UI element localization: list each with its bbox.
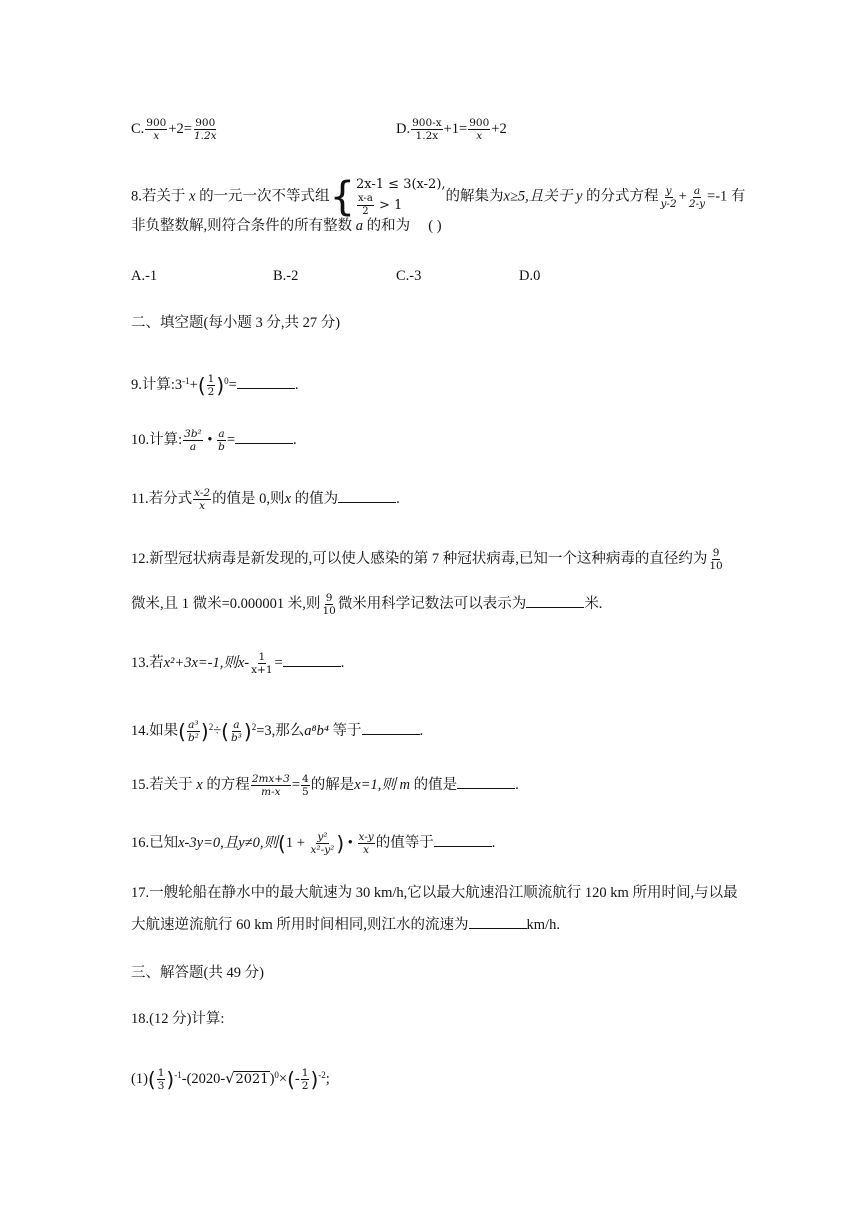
question-13: 13.若x²+3x=-1,则x- $\frac{1}{x+1}$ = .: [131, 651, 345, 676]
fraction: $\frac{1}{2}$: [301, 1067, 309, 1093]
inequality-system: { 2x-1 ≤ 3(x-2), $\frac{x-a}{2}$ > 1: [329, 174, 446, 220]
question-12-line1: 12.新型冠状病毒是新发现的,可以使人感染的第 7 种冠状病毒,已知一个这种病毒的直径约为 $\frac{9}{10}$: [131, 547, 723, 572]
sqrt-icon: √: [225, 1071, 235, 1087]
fraction: $\frac{900}{1.2x}$: [193, 117, 217, 142]
fraction: $\frac{9}{10}$: [322, 592, 336, 617]
fraction: $\frac{x-2}{x}$: [194, 487, 211, 512]
question-18-title: 18.(12 分)计算:: [131, 1011, 225, 1027]
question-10: 10.计算: $\frac{\text{3b²}}{a}$ • $\frac{a}{b}$ = .: [131, 428, 297, 453]
fraction: $\frac{1}{2}$: [207, 373, 215, 399]
fraction: $\frac{900}{x}$: [146, 117, 167, 142]
question-8-line2: 非负整数解,则符合条件的所有整数 a 的和为 ( ): [131, 218, 442, 234]
question-9: 9.计算$:3^{-1}+$( $\frac{1}{2}$ )$^0$= .: [131, 373, 299, 399]
fraction: $\frac{a}{\text{b³}}$: [230, 719, 242, 745]
fraction: $\frac{a}{2-y}$: [688, 184, 706, 210]
question-17-line2: 大航速逆流航行 60 km 所用时间相同,则江水的流速为 km/h.: [131, 917, 560, 933]
q8-option-c: C.-3: [396, 268, 422, 284]
fraction: $\frac{\text{y²}}{\text{x²-y²}}$: [310, 831, 335, 856]
answer-blank[interactable]: [235, 431, 293, 444]
question-14: 14.如果( $\frac{\text{a³}}{\text{b²}}$ )$^2$÷( $\frac{a}{\text{b³}}$ )$^2$=3,那么a⁸b⁴ 等于 .: [131, 719, 424, 745]
section-heading-fill-in: 二、填空题(每小题 3 分,共 27 分): [131, 315, 341, 331]
fraction: $\frac{x-y}{x}$: [358, 831, 374, 856]
q7-option-c: C. $\frac{900}{x}$ +2= $\frac{900}{1.2x}$: [131, 117, 217, 142]
q8-option-a: A.-1: [131, 268, 158, 284]
question-18-part-1: (1)( $\frac{1}{3}$ )$^{-1}-(2020-√2021)^0\times(-$ $\frac{1}{2}$ )$^{-2}$;: [131, 1067, 330, 1093]
q8-option-d: D.0: [519, 268, 541, 284]
section-heading-solve: 三、解答题(共 49 分): [131, 965, 264, 981]
answer-blank[interactable]: [237, 376, 295, 389]
answer-blank[interactable]: [362, 722, 420, 735]
fraction: $\frac{9}{10}$: [709, 547, 723, 572]
fraction: $\frac{a}{b}$: [218, 428, 225, 453]
q7-option-d: D. $\frac{900-x}{1.2x}$ +1= $\frac{900}{x}$ +2: [396, 117, 507, 142]
question-11: 11.若分式 $\frac{x-2}{x}$ 的值是 0,则x 的值为 .: [131, 487, 400, 512]
answer-blank[interactable]: [338, 490, 396, 503]
fraction: $\frac{\text{3b²}}{a}$: [184, 428, 202, 453]
answer-blank[interactable]: [457, 776, 515, 789]
question-12-line2: 微米,且 1 微米=0.000001 米,则 $\frac{9}{10}$ 微米用科学记数法可以表示为 米.: [131, 592, 603, 617]
answer-blank[interactable]: [526, 595, 584, 608]
fraction: $\frac{y}{y-2}$: [660, 184, 677, 210]
fraction: $\frac{900-x}{1.2x}$: [412, 117, 442, 142]
question-8-line1: 8.若关于 x 的一元一次不等式组 { 2x-1 ≤ 3(x-2), $\frac{x-a}{2}$ > 1 的解集为x≥5,且关于 y 的分式方程 $\frac{y}{y-2}$ + $\frac{a}{2-y}$ =-1 有: [131, 174, 746, 220]
question-15: 15.若关于 x 的方程 $\frac{2mx+3}{m-x}$ = $\frac{4}{5}$ 的解是x=1,则 m 的值是 .: [131, 773, 519, 798]
fraction: $\frac{1}{x+1}$: [251, 651, 273, 676]
fraction: $\frac{1}{3}$: [157, 1067, 165, 1093]
fraction: $\frac{2mx+3}{m-x}$: [251, 773, 290, 798]
fraction: $\frac{900}{x}$: [469, 117, 490, 142]
q8-option-b: B.-2: [273, 268, 299, 284]
fraction: $\frac{\text{a³}}{\text{b²}}$: [187, 719, 199, 745]
answer-blank[interactable]: [283, 654, 341, 667]
answer-blank[interactable]: [469, 916, 527, 929]
fraction: $\frac{4}{5}$: [302, 773, 309, 798]
question-16: 16.已知x-3y=0,且y≠0,则(1 + $\frac{\text{y²}}{\text{x²-y²}}$ ) • $\frac{x-y}{x}$ 的值等于 .: [131, 831, 496, 856]
answer-blank[interactable]: [434, 834, 492, 847]
question-17-line1: 17.一艘轮船在静水中的最大航速为 30 km/h,它以最大航速沿江顺流航行 120 km 所用时间,与以最: [131, 885, 738, 901]
